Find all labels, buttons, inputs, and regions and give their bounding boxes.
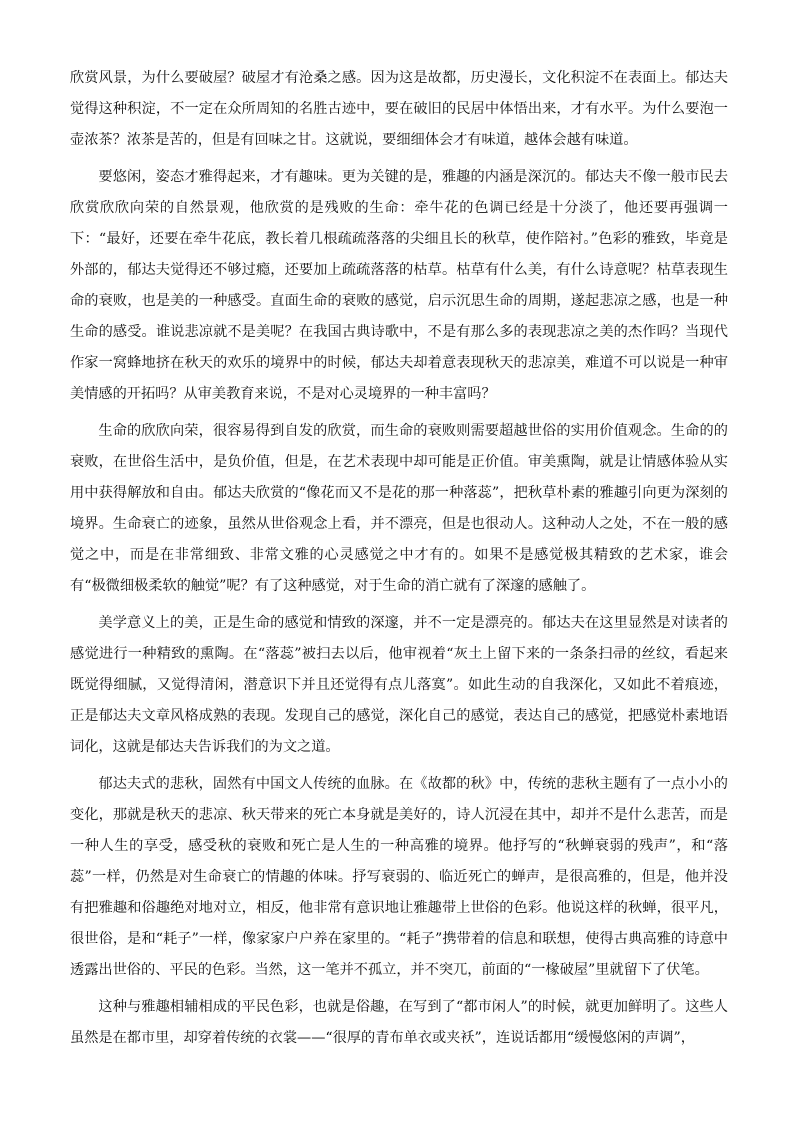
paragraph-2: 要悠闲，姿态才雅得起来，才有趣味。更为关键的是，雅趣的内涵是深沉的。郁达夫不像一般市民去欣赏欣欣向荣的自然景观，他欣赏的是残败的生命：牵牛花的色调已经是十分淡了，他还要再强调一下：“最好，还要在牵牛花底，教长着几根疏疏落落的尖细且长的秋草，使作陪衬。”色彩的雅致，毕竟是外部的，郁达夫觉得还不够过瘾，还要加上疏疏落落的枯草。枯草有什么美，有什么诗意呢？枯草表现生命的衰败，也是美的一种感受。直面生命的衰败的感觉，启示沉思生命的周期，遂起悲凉之感，也是一种生命的感受。谁说悲凉就不是美呢？在我国古典诗歌中，不是有那么多的表现悲凉之美的杰作吗？当现代作家一窝蜂地挤在秋天的欢乐的境界中的时候，郁达夫却着意表现秋天的悲凉美，难道不可以说是一种审美情感的开拓吗？从审美教育来说，不是对心灵境界的一种丰富吗？ bbox=[70, 169, 728, 402]
paragraph-6: 这种与雅趣相辅相成的平民色彩，也就是俗趣，在写到了“都市闲人”的时候，就更加鲜明了。这些人虽然是在都市里，却穿着传统的衣裳——“很厚的青布单衣或夹袄”，连说话都用“缓慢悠闲的声调”， bbox=[70, 999, 728, 1046]
paragraph-1: 欣赏风景，为什么要破屋？破屋才有沧桑之感。因为这是故都，历史漫长，文化积淀不在表面上。郁达夫觉得这种积淀，不一定在众所周知的名胜古迹中，要在破旧的民居中体悟出来，才有水平。为什么要泡一壶浓茶？浓茶是苦的，但是有回味之甘。这就说，要细细体会才有味道，越体会越有味道。 bbox=[70, 70, 728, 148]
paragraph-3: 生命的欣欣向荣，很容易得到自发的欣赏，而生命的衰败则需要超越世俗的实用价值观念。生命的的衰败，在世俗生活中，是负价值，但是，在艺术表现中却可能是正价值。审美熏陶，就是让情感体验从实用中获得解放和自由。郁达夫欣赏的“像花而又不是花的那一种落蕊”，把秋草朴素的雅趣引向更为深刻的境界。生命衰亡的迹象，虽然从世俗观念上看，并不漂亮，但是也很动人。这种动人之处，不在一般的感觉之中，而是在非常细致、非常文雅的心灵感觉之中才有的。如果不是感觉极其精致的艺术家，谁会有“极微细极柔软的触觉”呢？有了这种感觉，对于生命的消亡就有了深邃的感触了。 bbox=[70, 423, 728, 594]
paragraph-4: 美学意义上的美，正是生命的感觉和情致的深邃，并不一定是漂亮的。郁达夫在这里显然是对读者的感觉进行一种精致的熏陶。在“落蕊”被扫去以后，他审视着“灰土上留下来的一条条扫帚的丝纹，看起来既觉得细腻，又觉得清闲，潜意识下并且还觉得有点儿落寞”。如此生动的自我深化，又如此不着痕迹，正是郁达夫文章风格成熟的表现。发现自己的感觉，深化自己的感觉，表达自己的感觉，把感觉朴素地语词化，这就是郁达夫告诉我们的为文之道。 bbox=[70, 615, 728, 755]
paragraph-5: 郁达夫式的悲秋，固然有中国文人传统的血脉。在《故都的秋》中，传统的悲秋主题有了一点小小的变化，那就是秋天的悲凉、秋天带来的死亡本身就是美好的，诗人沉浸在其中，却并不是什么悲苦，而是一种人生的享受，感受秋的衰败和死亡是人生的一种高雅的境界。他抒写的“秋蝉衰弱的残声”，和“落蕊”一样，仍然是对生命衰亡的情趣的体味。抒写衰弱的、临近死亡的蝉声，是很高雅的，但是，他并没有把雅趣和俗趣绝对地对立，相反，他非常有意识地让雅趣带上世俗的色彩。他说这样的秋蝉，很平凡，很世俗，是和“耗子”一样，像家家户户养在家里的。“耗子”携带着的信息和联想，使得古典高雅的诗意中透露出世俗的、平民的色彩。当然，这一笔并不孤立，并不突兀，前面的“一椽破屋”里就留下了伏笔。 bbox=[70, 776, 728, 978]
document-page bbox=[70, 63, 728, 1060]
